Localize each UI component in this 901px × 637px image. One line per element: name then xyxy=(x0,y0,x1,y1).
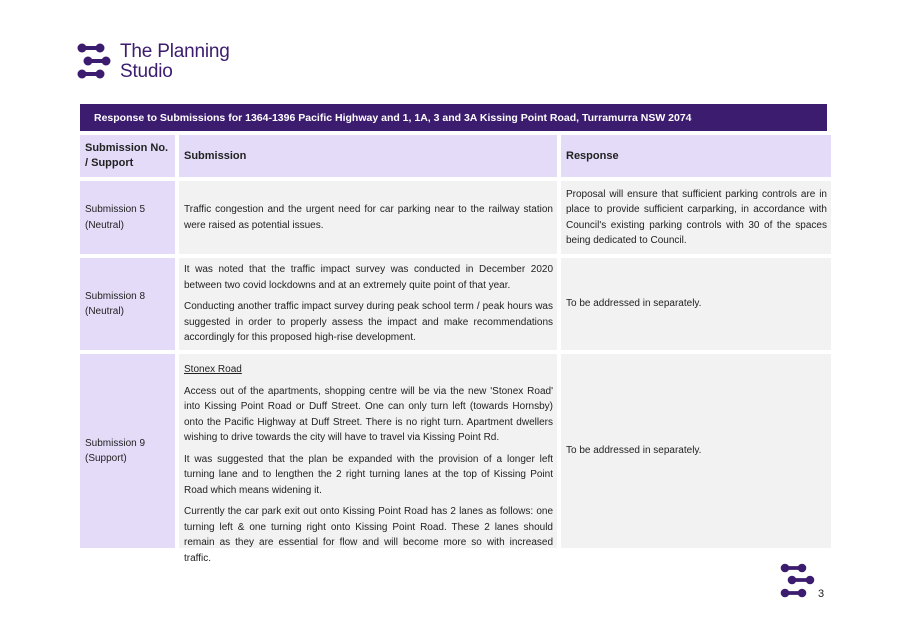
submission-number-cell xyxy=(80,354,175,548)
submission-support: (Neutral) xyxy=(85,219,124,231)
submission-number: Submission 9 xyxy=(85,437,146,449)
submission-number: Submission 5 xyxy=(85,204,146,215)
brand-name xyxy=(120,42,230,82)
submission-support: (Neutral) xyxy=(85,306,124,317)
page-number: 3 xyxy=(818,588,825,600)
brand-logo xyxy=(77,42,230,82)
brand-name-line-2: Studio xyxy=(120,61,173,82)
submission-number-cell xyxy=(80,258,175,350)
submission-cell xyxy=(179,258,557,350)
submissions-table xyxy=(80,104,827,564)
submission-text: Conducting another traffic impact survey during peak school term / peak hours was suggested in order to properly assess the impact and make recommendations accordingly for this proposed high-rise development. xyxy=(184,301,553,344)
response-cell xyxy=(561,181,831,254)
table-header-row xyxy=(80,135,831,177)
submission-heading: Stonex Road xyxy=(184,364,242,375)
submission-text: Traffic congestion and the urgent need for car parking near to the railway station were raised as potential issues. xyxy=(184,204,553,231)
response-text: To be addressed in separately. xyxy=(566,445,702,457)
submission-text: It was suggested that the plan be expanded with the provision of a longer left turning lane and to lengthen the 2 right turning lanes at the top of Kissing Point Road which means widening it. xyxy=(184,453,553,496)
response-text: Proposal will ensure that sufficient parking controls are in place to provide sufficient carparking, in accordance with Council's existing parking controls with 30 of the spaces being dedicated to Council. xyxy=(566,188,827,246)
submission-cell xyxy=(179,354,557,564)
table-row xyxy=(80,354,831,548)
submission-text: Access out of the apartments, shopping centre will be via the new 'Stonex Road' into Kissing Point Road or Duff Street. One can only turn left (towards Hornsby) onto the Pacific Highway at Duff Street. There is no right turn. Apartment dwellers wishing to drive towards the city will have to travel via Kissing Point Rd. xyxy=(184,385,553,443)
response-cell xyxy=(561,258,831,350)
submission-text: Currently the car park exit out onto Kissing Point Road has 2 lanes as follows: one turning left & one turning right onto Kissing Point Road. These 2 lanes should remain as they are essential for flow and will become more so with increased traffic. xyxy=(184,506,553,564)
response-text: To be addressed in separately. xyxy=(566,298,702,310)
table-row xyxy=(80,181,831,254)
molecule-dots-icon xyxy=(779,563,817,599)
brand-name-line-1: The Planning xyxy=(120,41,230,62)
submission-text: It was noted that the traffic impact survey was conducted in December 2020 between two covid lockdowns and at an extremely quite point of that year. xyxy=(184,264,553,291)
submission-support: (Support) xyxy=(85,453,127,464)
header-submission-no: Submission No. / Support xyxy=(80,135,175,177)
response-cell xyxy=(561,354,831,548)
header-submission: Submission xyxy=(179,135,557,177)
table-row xyxy=(80,258,831,350)
response-table xyxy=(76,131,835,564)
molecule-dots-icon xyxy=(77,42,111,80)
submission-number: Submission 8 xyxy=(85,290,146,302)
table-title: Response to Submissions for 1364-1396 Pacific Highway and 1, 1A, 3 and 3A Kissing Point Road, Turramurra NSW 2074 xyxy=(80,104,827,131)
submission-cell xyxy=(179,181,557,254)
submission-number-cell xyxy=(80,181,175,254)
header-response: Response xyxy=(561,135,831,177)
